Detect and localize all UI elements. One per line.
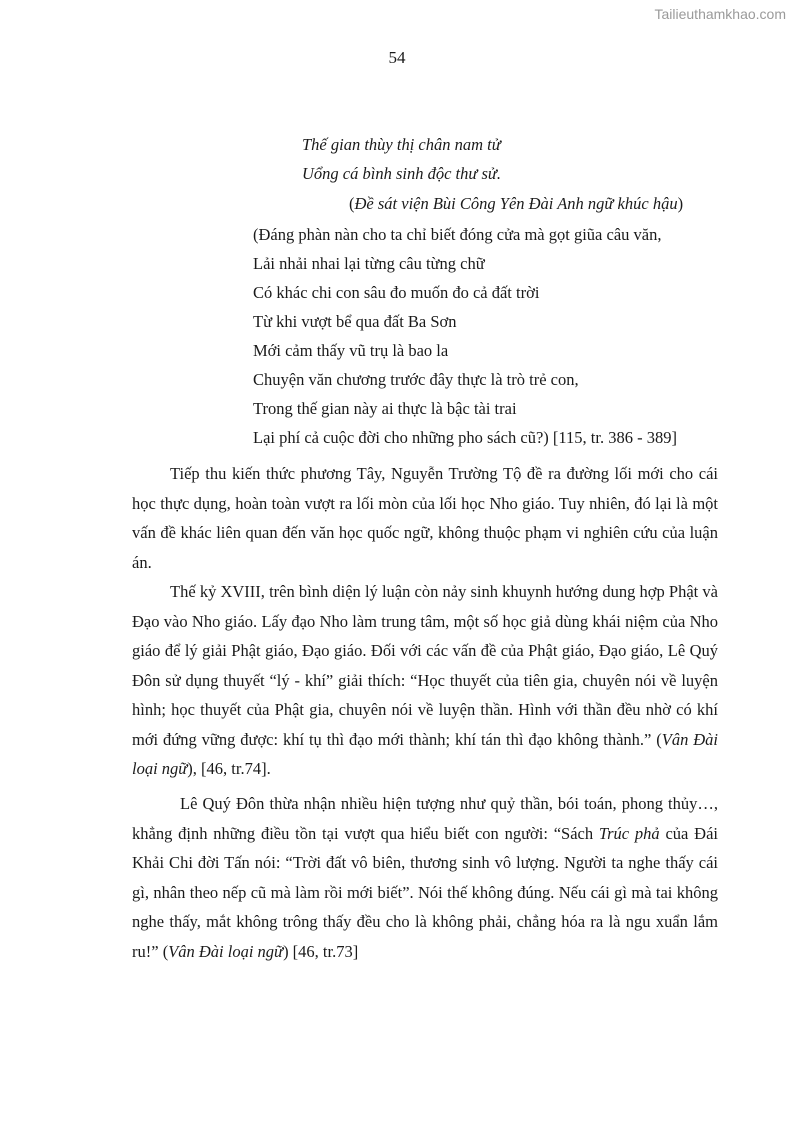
paragraph-1 — [132, 459, 718, 577]
poem-translation-line: (Đáng phàn nàn cho ta chỉ biết đóng cửa mà gọt giũa câu văn, — [253, 225, 662, 244]
paragraph-1-text: Tiếp thu kiến thức phương Tây, Nguyễn Trường Tộ đề ra đường lối mới cho cái học thực dụng, hoàn toàn vượt ra lối mòn của lối học Nho giáo. Tuy nhiên, đó lại là một vấn đề khác liên quan đến văn học quốc ngữ, không thuộc phạm vi nghiên cứu của luận án. — [132, 464, 718, 572]
poem-source-open: ( — [349, 194, 355, 213]
poem-source-title: Đề sát viện Bùi Công Yên Đài Anh ngữ khúc hậu — [354, 194, 678, 213]
poem-translation-line: Mới cảm thấy vũ trụ là bao la — [253, 341, 449, 360]
paragraph-3-citation: ) [46, tr.73] — [283, 941, 359, 961]
page-number: 54 — [388, 48, 406, 67]
poem-source — [349, 189, 683, 218]
paragraph-3-text-1: Lê Quý Đôn thừa nhận nhiều hiện tượng như quỷ thần, bói toán, phong thủy…, khẳng định những điều tồn tại vượt qua hiểu biết con người: “Sách — [132, 794, 718, 843]
paragraph-3-book-title-1: Trúc phả — [598, 823, 660, 843]
poem-translation-line: Trong thế gian này ai thực là bậc tài trai — [253, 399, 517, 418]
poem-translation-line: Lải nhải nhai lại từng câu từng chữ — [253, 254, 485, 273]
paragraph-2-book-title: Vân Đài loại ngữ — [132, 729, 718, 778]
poem-original — [302, 130, 501, 188]
paragraph-2-text: Thế kỷ XVIII, trên bình diện lý luận còn nảy sinh khuynh hướng dung hợp Phật và Đạo vào Nho giáo. Lấy đạo Nho làm trung tâm, một số học giả dùng khái niệm của Nho giáo để lý giải Phật giáo, Đạo giáo. Đối với các vấn đề của Phật giáo, Đạo giáo, Lê Quý Đôn sử dụng thuyết “lý - khí” giải thích: “Học thuyết của tiên gia, chuyên nói về luyện hình; học thuyết của Phật gia, chuyên nói về luyện thần. Hình với thần đều nhờ có khí mới đứng vững được: khí tụ thì đạo mới thành; khí tán thì đạo không thành.” ( — [132, 582, 718, 749]
poem-source-close: ) — [677, 194, 684, 213]
paragraph-2-citation: ), [46, tr.74]. — [187, 759, 271, 778]
poem-translation-line: Có khác chi con sâu đo muốn đo cả đất trời — [253, 283, 540, 302]
poem-translation-line: Chuyện văn chương trước đây thực là trò trẻ con, — [253, 370, 579, 389]
paragraph-3 — [132, 789, 718, 966]
poem-original-line: Thế gian thùy thị chân nam tử — [302, 135, 501, 154]
poem-translation-line: Lại phí cả cuộc đời cho những pho sách cũ?) [115, tr. 386 - 389] — [253, 428, 677, 447]
poem-translation — [253, 220, 677, 452]
paragraph-3-text-2: của Đái Khải Chi đời Tấn nói: “Trời đất vô biên, thương sinh vô lượng. Người ta nghe thấy cái gì, nhân theo nếp cũ mà làm rồi mới biết”. Nói thế không đúng. Nếu cái gì mà tai không nghe thấy, mắt không trông thấy đều cho là không phải, chẳng hóa ra là ngu xuẩn lắm ru!” ( — [132, 823, 718, 961]
poem-original-line: Uổng cá bình sinh độc thư sử. — [302, 164, 502, 183]
paragraph-2 — [132, 577, 718, 784]
paragraph-3-book-title-2: Vân Đài loại ngữ — [168, 941, 284, 961]
watermark: Tailieuthamkhao.com — [654, 6, 786, 22]
poem-translation-line: Từ khi vượt bể qua đất Ba Sơn — [253, 312, 457, 331]
